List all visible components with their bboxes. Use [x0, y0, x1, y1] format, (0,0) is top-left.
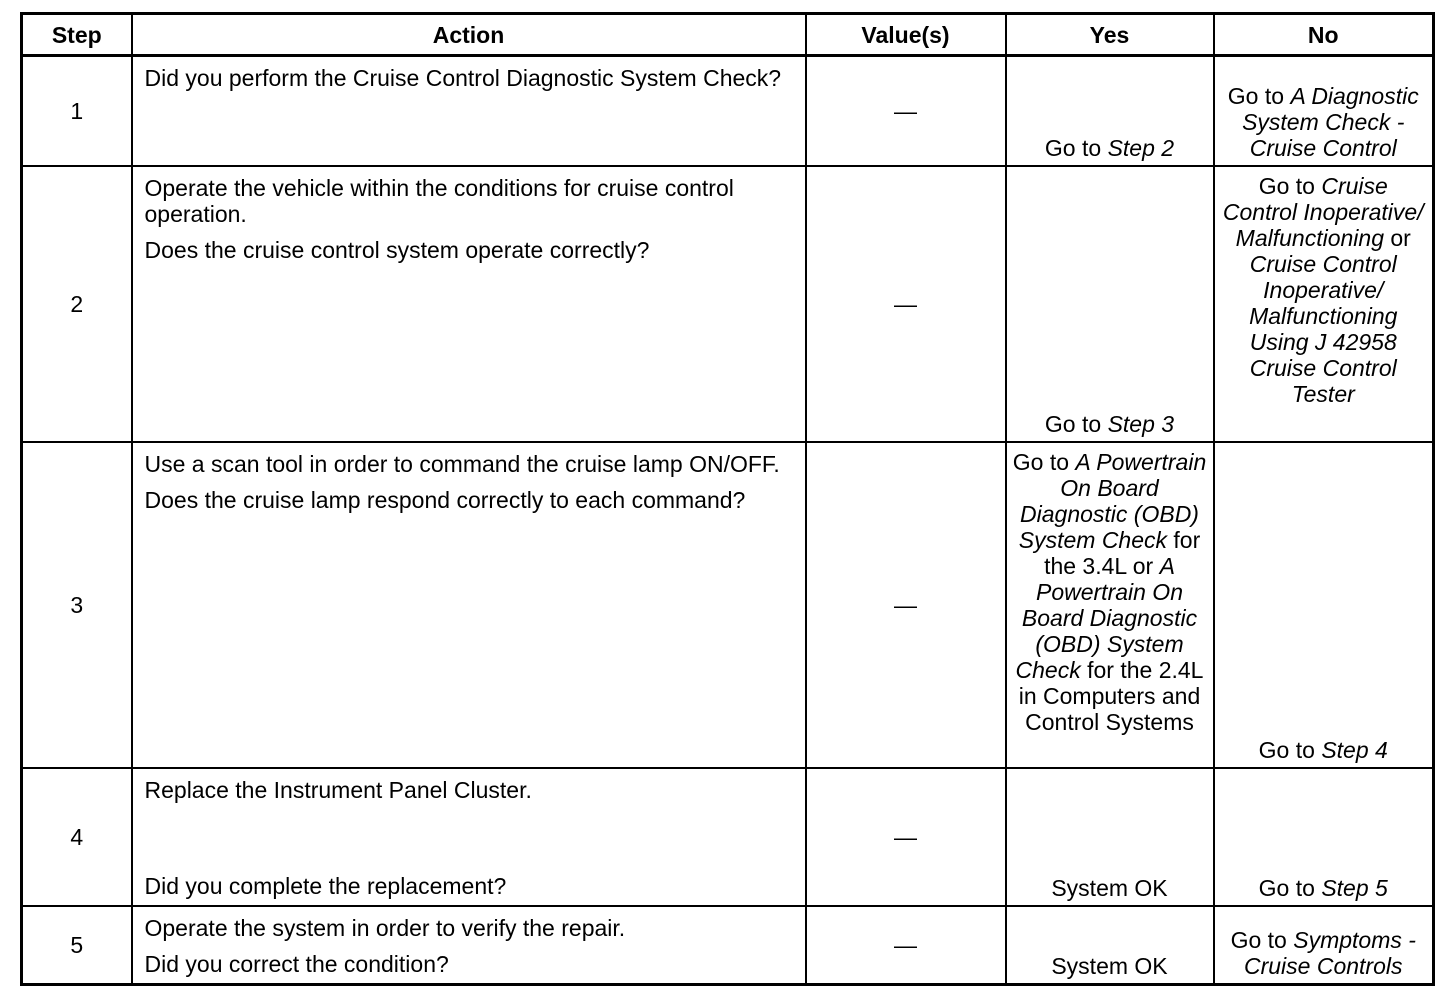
no-or: or [1383, 224, 1411, 251]
no-prefix: Go to [1227, 82, 1291, 109]
no-cell [1214, 56, 1434, 166]
header-no: No [1214, 14, 1434, 56]
action-question: Does the cruise lamp respond correctly to each command? [144, 486, 746, 513]
yes-cell [1006, 166, 1214, 442]
yes-prefix: Go to [1044, 410, 1108, 437]
no-reference-2: Cruise Control Inoperative/ Malfunctioning Using J 42958 Cruise Control Tester [1249, 250, 1398, 407]
table-row [22, 166, 1434, 442]
no-reference: Step 4 [1321, 736, 1388, 763]
value-cell: — [806, 56, 1006, 166]
no-reference: A Diagnostic System Check - Cruise Control [1242, 82, 1419, 161]
step-number: 5 [22, 906, 132, 985]
table-row [22, 906, 1434, 985]
header-yes: Yes [1006, 14, 1214, 56]
yes-prefix: Go to [1012, 448, 1076, 475]
no-prefix: Go to [1258, 736, 1322, 763]
header-step: Step [22, 14, 132, 56]
yes-cell [1006, 442, 1214, 768]
step-number: 3 [22, 442, 132, 768]
step-number: 2 [22, 166, 132, 442]
yes-reference: Step 2 [1107, 134, 1175, 161]
step-number: 1 [22, 56, 132, 166]
action-cell [132, 906, 806, 985]
value-cell: — [806, 442, 1006, 768]
diagnostic-table [20, 12, 1435, 986]
yes-prefix: Go to [1044, 134, 1108, 161]
no-reference: Cruise Control Inoperative/ Malfunctioning [1222, 172, 1424, 251]
value-cell: — [806, 768, 1006, 906]
action-cell [132, 768, 806, 906]
action-question: Did you complete the replacement? [144, 872, 507, 899]
no-prefix: Go to [1258, 874, 1322, 901]
no-cell [1214, 166, 1434, 442]
no-cell [1214, 906, 1434, 985]
value-cell: — [806, 166, 1006, 442]
header-action: Action [132, 14, 806, 56]
table-row [22, 56, 1434, 166]
action-text: Replace the Instrument Panel Cluster. [144, 776, 532, 803]
no-cell [1214, 442, 1434, 768]
table-row [22, 768, 1434, 906]
table-row [22, 442, 1434, 768]
action-question: Did you correct the condition? [144, 950, 449, 977]
header-values: Value(s) [806, 14, 1006, 56]
yes-middle: for the 3.4L or [1044, 526, 1201, 579]
yes-reference: A Powertrain On Board Diagnostic (OBD) System Check [1018, 448, 1207, 553]
action-cell [132, 166, 806, 442]
action-cell [132, 56, 806, 166]
yes-reference-2: A Powertrain On Board Diagnostic (OBD) System Check [1015, 552, 1198, 683]
no-reference: Step 5 [1321, 874, 1388, 901]
no-cell [1214, 768, 1434, 906]
yes-cell: System OK [1006, 768, 1214, 906]
action-text: Operate the vehicle within the conditions for cruise control operation. [144, 174, 734, 227]
yes-cell: System OK [1006, 906, 1214, 985]
table-header-row [22, 14, 1434, 56]
action-question: Does the cruise control system operate correctly? [144, 236, 650, 263]
action-text: Use a scan tool in order to command the cruise lamp ON/OFF. [144, 450, 780, 477]
yes-cell [1006, 56, 1214, 166]
no-prefix: Go to [1230, 926, 1294, 953]
no-reference: Symptoms - Cruise Controls [1244, 926, 1416, 979]
no-prefix: Go to [1258, 172, 1322, 199]
value-cell: — [806, 906, 1006, 985]
step-number: 4 [22, 768, 132, 906]
action-text: Did you perform the Cruise Control Diagnostic System Check? [144, 65, 782, 91]
action-text: Operate the system in order to verify the repair. [144, 914, 626, 941]
yes-reference: Step 3 [1107, 410, 1175, 437]
yes-suffix: for the 2.4L in Computers and Control Systems [1018, 656, 1204, 735]
action-cell [132, 442, 806, 768]
